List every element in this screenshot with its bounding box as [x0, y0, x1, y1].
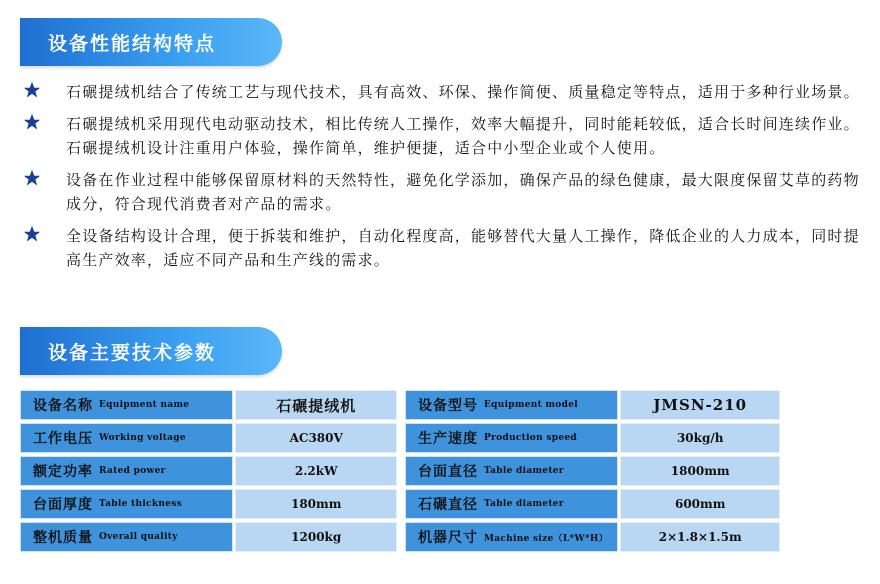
- param-value: 1200kg: [235, 522, 397, 552]
- param-label-en: Machine size（L*W*H）: [483, 533, 608, 544]
- param-label-zh: 台面厚度: [33, 497, 93, 513]
- param-label-en: Equipment model: [483, 400, 578, 410]
- param-label-zh: 额定功率: [33, 464, 93, 480]
- param-label-zh: 设备名称: [33, 398, 93, 414]
- param-value: 600mm: [620, 489, 780, 519]
- features-section-title: 设备性能结构特点: [48, 33, 217, 55]
- param-label: [405, 456, 618, 486]
- features-list: [20, 80, 870, 280]
- feature-item: [20, 80, 870, 104]
- params-section-title: 设备主要技术参数: [48, 342, 217, 364]
- params-table: [20, 390, 780, 555]
- table-row: [20, 390, 780, 420]
- param-label-en: Overall quality: [99, 532, 178, 542]
- star-icon: [23, 81, 41, 99]
- param-value: 30kg/h: [620, 423, 780, 453]
- star-icon: [23, 169, 41, 187]
- star-icon: [23, 113, 41, 131]
- param-value: 180mm: [235, 489, 397, 519]
- param-value: AC380V: [235, 423, 397, 453]
- param-value: 2.2kW: [235, 456, 397, 486]
- table-row: [20, 456, 780, 486]
- param-label-en: Table diameter: [483, 466, 564, 476]
- param-label-en: Table diameter: [483, 499, 564, 509]
- param-label: [405, 390, 618, 420]
- param-value: 石碾提绒机: [235, 390, 397, 420]
- star-icon: [23, 225, 41, 243]
- param-label-zh: 整机质量: [33, 530, 93, 546]
- param-label-zh: 设备型号: [417, 398, 478, 414]
- feature-item: [20, 224, 870, 272]
- param-value: 2×1.8×1.5m: [620, 522, 780, 552]
- param-value: JMSN-210: [620, 390, 780, 420]
- param-label: [405, 522, 618, 552]
- table-row: [20, 489, 780, 519]
- feature-text: 石碾提绒机采用现代电动驱动技术，相比传统人工操作，效率大幅提升，同时能耗较低，适合长时间连续作业。石碾提绒机设计注重用户体验，操作简单，维护便捷，适合中小型企业或个人使用。: [66, 115, 860, 157]
- param-label: [405, 423, 618, 453]
- param-label-en: Equipment name: [99, 400, 190, 410]
- param-label: [20, 456, 233, 486]
- param-label-en: Rated power: [99, 466, 166, 476]
- param-label-zh: 台面直径: [417, 464, 478, 480]
- feature-text: 石碾提绒机结合了传统工艺与现代技术，具有高效、环保、操作简便、质量稳定等特点，适用于多种行业场景。: [66, 83, 860, 101]
- param-label-zh: 工作电压: [33, 431, 93, 447]
- param-label: [405, 489, 618, 519]
- params-section-header: [20, 327, 282, 375]
- param-label: [20, 522, 233, 552]
- feature-item: [20, 112, 870, 160]
- features-section-header: [20, 18, 282, 66]
- param-label: [20, 423, 233, 453]
- table-row: [20, 522, 780, 552]
- param-label-zh: 生产速度: [417, 431, 478, 447]
- param-label-en: Working voltage: [99, 433, 186, 443]
- feature-text: 全设备结构设计合理，便于拆装和维护，自动化程度高，能够替代大量人工操作，降低企业的人力成本，同时提高生产效率，适应不同产品和生产线的需求。: [66, 227, 860, 269]
- param-value: 1800mm: [620, 456, 780, 486]
- param-label-zh: 机器尺寸: [417, 530, 478, 546]
- param-label-en: Production speed: [483, 433, 577, 443]
- table-row: [20, 423, 780, 453]
- param-label-zh: 石碾直径: [417, 497, 478, 513]
- feature-item: [20, 168, 870, 216]
- param-label-en: Table thickness: [99, 499, 182, 509]
- param-label: [20, 489, 233, 519]
- param-label: [20, 390, 233, 420]
- feature-text: 设备在作业过程中能够保留原材料的天然特性，避免化学添加，确保产品的绿色健康，最大限度保留艾草的药物成分，符合现代消费者对产品的需求。: [66, 171, 860, 213]
